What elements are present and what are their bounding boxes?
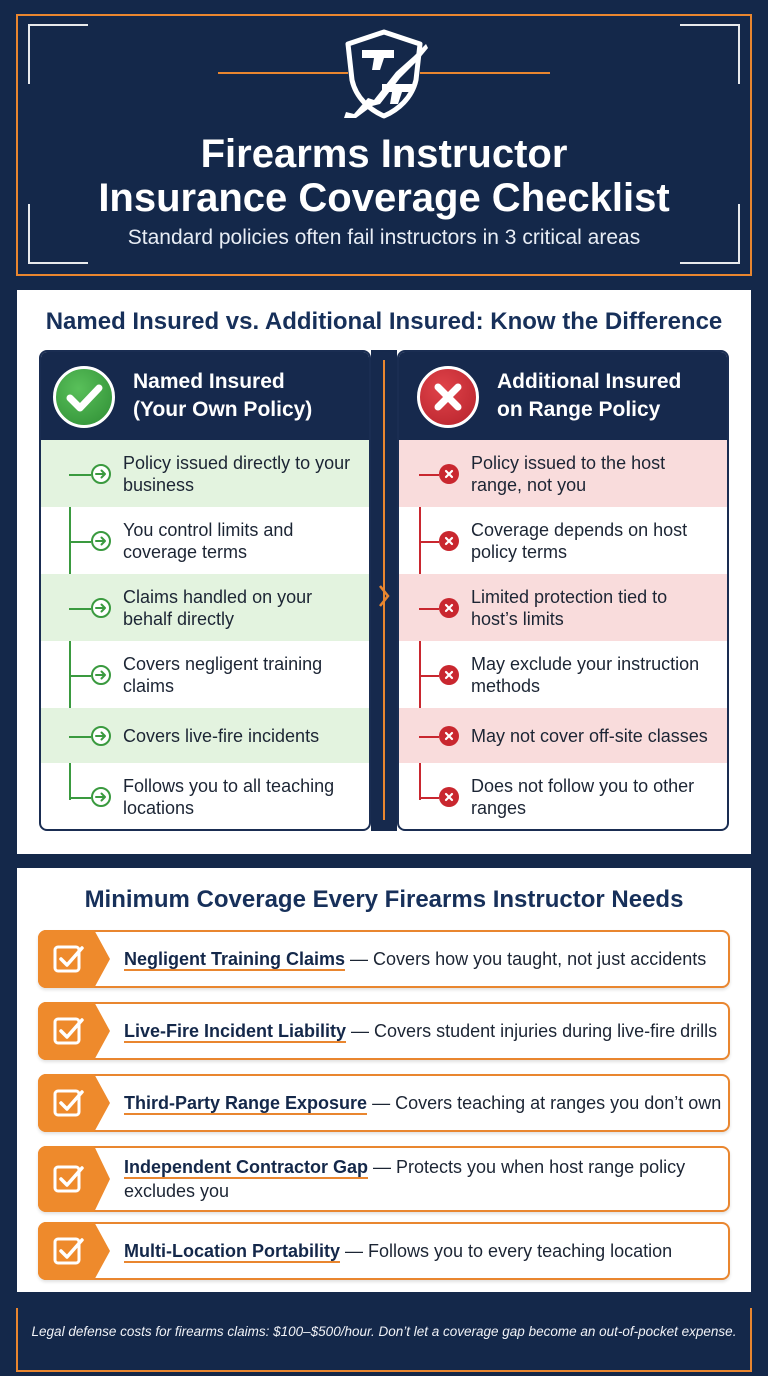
additional-insured-header	[399, 352, 727, 440]
coverage-item	[38, 1002, 730, 1060]
shield-crossed-firearms-icon	[334, 26, 434, 122]
named-insured-list	[41, 440, 369, 831]
checkbox-checked-icon	[52, 1162, 86, 1196]
tree-branch	[419, 474, 439, 476]
list-item	[41, 641, 369, 708]
x-circle-small-icon	[439, 531, 459, 551]
list-item	[41, 763, 369, 831]
checkbox-checked-icon	[52, 942, 86, 976]
checkbox-checked-icon	[52, 1234, 86, 1268]
chevron-right-icon	[377, 584, 391, 608]
list-item	[399, 641, 727, 708]
coverage-text	[124, 1019, 724, 1043]
coverage-text	[124, 1091, 724, 1115]
list-item	[399, 574, 727, 641]
coverage-name: Negligent Training Claims	[124, 949, 346, 969]
corner-decoration	[680, 24, 740, 84]
tree-branch	[69, 797, 91, 799]
x-circle-small-icon	[439, 787, 459, 807]
coverage-item	[38, 1074, 730, 1132]
named-insured-header	[41, 352, 369, 440]
tree-branch	[419, 608, 439, 610]
list-item	[399, 708, 727, 763]
list-item-text: Policy issued to the host range, not you	[471, 452, 666, 495]
coverage-desc: — Covers teaching at ranges you don’t own	[367, 1093, 722, 1113]
arrow-right-circle-icon	[91, 787, 111, 807]
arrow-right-circle-icon	[91, 726, 111, 746]
named-insured-title	[133, 368, 312, 424]
x-circle-small-icon	[439, 665, 459, 685]
list-item-text: Does not follow you to other ranges	[471, 776, 695, 818]
additional-insured-title	[497, 368, 681, 424]
named-insured-title-line2: (Your Own Policy)	[133, 398, 313, 421]
list-item	[41, 574, 369, 641]
tree-branch	[69, 675, 91, 677]
named-insured-title-line1: Named Insured	[133, 370, 285, 393]
list-item-text: Coverage depends on host policy terms	[471, 519, 688, 562]
tree-branch	[419, 541, 439, 543]
list-item	[41, 440, 369, 507]
tree-branch	[69, 474, 91, 476]
coverage-text	[124, 1155, 724, 1203]
arrow-right-circle-icon	[91, 464, 111, 484]
coverage-text	[124, 947, 724, 971]
column-divider	[371, 350, 397, 831]
additional-insured-column	[397, 350, 729, 831]
tree-branch	[69, 608, 91, 610]
tree-branch	[69, 736, 91, 738]
coverage-text	[124, 1239, 724, 1263]
list-item	[41, 507, 369, 574]
x-circle-small-icon	[439, 464, 459, 484]
tree-branch	[419, 797, 439, 799]
x-circle-icon	[417, 366, 479, 428]
header-banner	[0, 0, 768, 282]
list-item-text: Covers live-fire incidents	[123, 725, 320, 746]
list-item	[399, 440, 727, 507]
list-item	[399, 763, 727, 831]
minimum-coverage-title: Minimum Coverage Every Firearms Instructor Needs	[84, 886, 684, 913]
list-item-text: Policy issued directly to your business	[123, 452, 351, 495]
tree-branch	[419, 675, 439, 677]
list-item-text: Follows you to all teaching locations	[123, 776, 335, 818]
x-circle-small-icon	[439, 598, 459, 618]
additional-insured-title-line1: Additional Insured	[497, 370, 682, 393]
header-rule-left	[218, 72, 348, 74]
footer	[0, 1300, 768, 1376]
list-item-text: Limited protection tied to host’s limits	[471, 586, 668, 629]
footer-note: Legal defense costs for firearms claims: $100–$500/hour. Don’t let a coverage gap become an out-of-pocket expense.	[31, 1324, 737, 1339]
list-item	[399, 507, 727, 574]
coverage-name: Live-Fire Incident Liability	[124, 1021, 347, 1041]
coverage-item	[38, 1146, 730, 1212]
coverage-desc: — Protects you when host range policy excludes you	[124, 1157, 686, 1201]
comparison-title: Named Insured vs. Additional Insured: Know the Difference	[45, 308, 723, 335]
checkbox-checked-icon	[52, 1014, 86, 1048]
coverage-item	[38, 930, 730, 988]
x-circle-small-icon	[439, 726, 459, 746]
list-item	[41, 708, 369, 763]
coverage-name: Independent Contractor Gap	[124, 1157, 369, 1177]
tree-branch	[419, 736, 439, 738]
page-title-line2: Insurance Coverage Checklist	[98, 176, 670, 220]
coverage-item	[38, 1222, 730, 1280]
coverage-name: Multi-Location Portability	[124, 1241, 340, 1261]
list-item-text: You control limits and coverage terms	[123, 519, 294, 562]
list-item-text: May not cover off-site classes	[471, 725, 708, 746]
comparison-section	[17, 290, 751, 854]
arrow-right-circle-icon	[91, 598, 111, 618]
additional-insured-title-line2: on Range Policy	[497, 398, 661, 421]
list-item-text: Covers negligent training claims	[123, 653, 323, 696]
coverage-desc: — Follows you to every teaching location	[340, 1241, 673, 1261]
footer-frame	[16, 1308, 752, 1372]
minimum-coverage-section	[17, 868, 751, 1292]
header-rule-right	[420, 72, 550, 74]
page-subtitle: Standard policies often fail instructors in 3 critical areas	[127, 226, 641, 249]
additional-insured-list	[399, 440, 727, 831]
tree-branch	[69, 541, 91, 543]
list-item-text: Claims handled on your behalf directly	[123, 586, 313, 629]
page-title-line1: Firearms Instructor	[200, 132, 568, 176]
corner-decoration	[28, 24, 88, 84]
checkbox-checked-icon	[52, 1086, 86, 1120]
arrow-right-circle-icon	[91, 665, 111, 685]
arrow-right-circle-icon	[91, 531, 111, 551]
named-insured-column	[39, 350, 371, 831]
list-item-text: May exclude your instruction methods	[471, 653, 700, 696]
check-circle-icon	[53, 366, 115, 428]
coverage-name: Third-Party Range Exposure	[124, 1093, 368, 1113]
coverage-desc: — Covers student injuries during live-fire drills	[346, 1021, 718, 1041]
coverage-desc: — Covers how you taught, not just accidents	[345, 949, 707, 969]
